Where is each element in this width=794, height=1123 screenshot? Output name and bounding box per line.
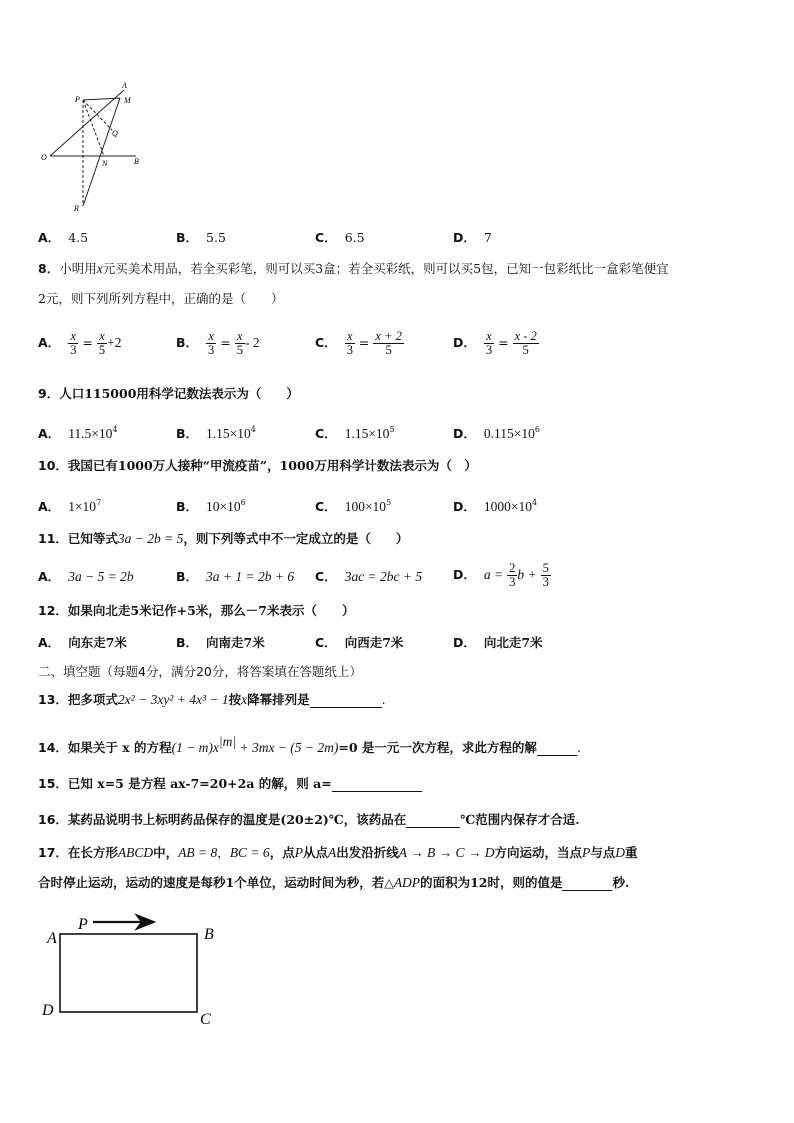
q11-option-d[interactable]: D． a = $\frac{2}{3}$ b + $\frac{5}{3}$ bbox=[453, 561, 549, 589]
q16-stem: 16．某药品说明书上标明药品保存的温度是(20±2)℃，该药品在 ℃范围内保存才合适. bbox=[38, 812, 580, 827]
q8-option-d[interactable]: D． $\frac{x}{3}$ = $\frac{x - 2}{5}$ bbox=[453, 329, 537, 357]
q14-stem: 14．如果关于 x 的方程$(1 - m)x^{|m|} + 3mx - (5 - 2m)=0$ 是一元一次方程，求此方程的解 . bbox=[38, 734, 581, 755]
q11-stem: 11．已知等式3a − 2b = 5，则下列等式中不一定成立的是（ ） bbox=[38, 531, 409, 546]
q12-stem: 12．如果向北走5米记作+5米，那么－7米表示（ ） bbox=[38, 603, 355, 618]
figure-angle-diagram bbox=[38, 78, 158, 218]
q13-stem: 13．把多项式2x² − 3xy² + 4x³ − 1按x降幂排列是 . bbox=[38, 692, 386, 707]
q7-option-d[interactable]: D． 7 bbox=[453, 230, 492, 245]
label-M: M bbox=[124, 96, 131, 105]
q8-option-c[interactable]: C． $\frac{x}{3}$ = $\frac{x + 2}{5}$ bbox=[315, 329, 402, 357]
q13-answer-blank[interactable] bbox=[310, 695, 382, 708]
segment-PN bbox=[83, 100, 104, 156]
q11-option-a[interactable]: A． 3a − 5 = 2b bbox=[38, 569, 134, 584]
q11-option-c[interactable]: C． 3ac = 2bc + 5 bbox=[315, 569, 423, 584]
q12-options bbox=[38, 635, 758, 655]
q9-option-c[interactable]: C． $1.15\times 10^5$ bbox=[315, 425, 395, 441]
q7-options bbox=[38, 230, 758, 250]
q8-options bbox=[38, 330, 758, 366]
q12-option-b[interactable]: B． 向南走7米 bbox=[176, 635, 265, 650]
q11-option-b[interactable]: B． 3a + 1 = 2b + 6 bbox=[176, 569, 295, 584]
label-R: R bbox=[74, 204, 79, 213]
label-A-rect: A bbox=[47, 930, 57, 947]
q10-option-a[interactable]: A． $1\times 10^7$ bbox=[38, 498, 102, 514]
q11-options bbox=[38, 561, 758, 596]
figure-rectangle-abcd bbox=[38, 908, 228, 1028]
q7-option-b[interactable]: B． 5.5 bbox=[176, 230, 226, 245]
q15-stem: 15．已知 x=5 是方程 ax-7=20+2a 的解，则 a= bbox=[38, 776, 422, 792]
label-Q: Q bbox=[112, 129, 118, 138]
q7-option-a[interactable]: A． 4.5 bbox=[38, 230, 89, 245]
label-O: O bbox=[41, 153, 47, 162]
q10-option-b[interactable]: B． $10\times 10^6$ bbox=[176, 498, 246, 514]
label-D-rect: D bbox=[42, 1002, 54, 1019]
q17-stem-line1: 17．在长方形ABCD中，AB = 8，BC = 6，点P从点A出发沿折线A → B → C → D方向运动，当点P与点D重 bbox=[38, 845, 638, 860]
q16-answer-blank[interactable] bbox=[406, 815, 460, 828]
q8-option-b[interactable]: B． $\frac{x}{3}$ = $\frac{x}{5}$ - 2 bbox=[176, 329, 260, 357]
label-P-rect: P bbox=[78, 916, 88, 933]
q9-option-b[interactable]: B． $1.15\times 10^4$ bbox=[176, 425, 256, 441]
q8-stem-line1: 8．小明用x元买美术用品，若全买彩笔，则可以买3盒；若全买彩纸，则可以买5包，已知一包彩纸比一盒彩笔便宜 bbox=[38, 261, 669, 276]
q7-option-c[interactable]: C． 6.5 bbox=[315, 230, 365, 245]
q10-stem: 10．我国已有1000万人接种“甲流疫苗”，1000万用科学计数法表示为（ ） bbox=[38, 458, 477, 473]
label-B-rect: B bbox=[204, 926, 214, 943]
q17-answer-blank[interactable] bbox=[562, 878, 612, 891]
q9-options bbox=[38, 422, 758, 442]
q12-option-c[interactable]: C． 向西走7米 bbox=[315, 635, 404, 650]
q14-answer-blank[interactable] bbox=[537, 743, 577, 756]
q10-options bbox=[38, 495, 758, 515]
q10-option-d[interactable]: D． $1000\times 10^4$ bbox=[453, 498, 538, 514]
q9-option-d[interactable]: D． $0.115\times 10^6$ bbox=[453, 425, 540, 441]
label-C-rect: C bbox=[200, 1011, 211, 1028]
q17-stem-line2: 合时停止运动，运动的速度是每秒1个单位，运动时间为秒，若△ADP的面积为12时，则的值是 秒. bbox=[38, 875, 630, 890]
q9-option-a[interactable]: A． $11.5\times 10^4$ bbox=[38, 425, 118, 441]
q12-option-d[interactable]: D． 向北走7米 bbox=[453, 635, 543, 650]
section-fill-in-header: 二、填空题（每题4分，满分20分，将答案填在答题纸上） bbox=[38, 664, 362, 679]
label-N: N bbox=[102, 159, 108, 168]
q8-stem-line2: 2元，则下列所列方程中，正确的是（ ） bbox=[38, 291, 284, 306]
label-A: A bbox=[122, 81, 127, 90]
label-P: P bbox=[75, 95, 80, 104]
rectangle-abcd bbox=[60, 934, 197, 1012]
q15-answer-blank[interactable] bbox=[332, 779, 422, 792]
q8-option-a[interactable]: A． $\frac{x}{3}$ = $\frac{x}{5}$ +2 bbox=[38, 329, 122, 357]
q10-option-c[interactable]: C． $100\times 10^5$ bbox=[315, 498, 392, 514]
label-B: B bbox=[134, 157, 139, 166]
q9-stem: 9．人口115000用科学记数法表示为（ ） bbox=[38, 386, 299, 401]
q12-option-a[interactable]: A． 向东走7米 bbox=[38, 635, 127, 650]
